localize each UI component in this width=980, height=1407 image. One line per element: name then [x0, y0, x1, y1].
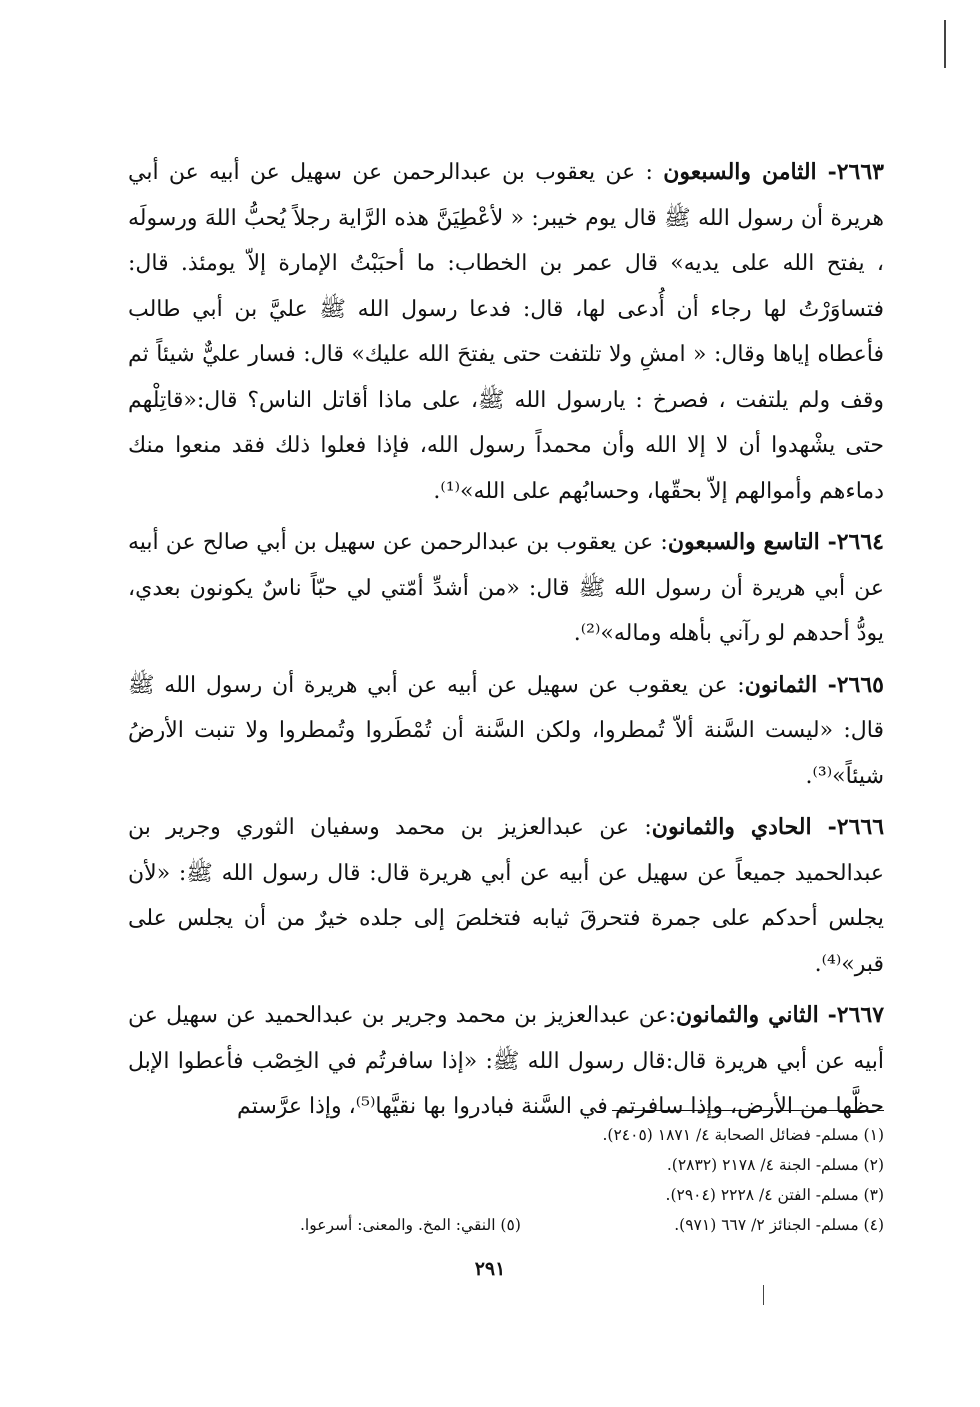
hadith-number: ٢٦٦٥	[836, 671, 884, 698]
footnote: (٢) مسلم- الجنة ٤/ ٢١٧٨ (٢٨٣٢).	[666, 1156, 884, 1174]
footnotes	[300, 1120, 884, 1240]
footnote: (١) مسلم- فضائل الصحابة ٤/ ١٨٧١ (٢٤٠٥).	[602, 1126, 884, 1144]
hadith-title: التاسع والسبعون	[667, 529, 820, 555]
hadith-title-sep: -	[816, 159, 837, 185]
hadith-text: : عن يعقوب بن عبدالرحمن عن سهيل بن أبي صالح عن أبيه عن أبي هريرة أن رسول الله ﷺ قال: «من أشدِّ أمّتي لي حبّاً ناسٌ يكونون بعدي، يودُّ أحدهم لو رآني بأهله وماله»⁽²⁾.	[128, 530, 884, 646]
hadith-title: الثامن والسبعون	[663, 159, 817, 185]
footnote: (٤) مسلم- الجنائز ٢/ ٦٦٧ (٩٧١).	[674, 1216, 884, 1234]
footnote: (٣) مسلم- الفتن ٤/ ٢٢٢٨ (٢٩٠٤).	[665, 1186, 884, 1204]
scan-mark	[944, 20, 946, 68]
footnote: (٥) النقي: المخ. والمعنى: أسرعوا.	[300, 1216, 521, 1234]
page-number: ٢٩١	[474, 1258, 506, 1280]
hadith-number: ٢٦٦٧	[836, 1002, 885, 1028]
hadith-title-sep: -	[811, 814, 837, 840]
hadith-text: : عن عبدالعزيز بن محمد وسفيان الثوري وجرير بن عبدالحميد جميعاً عن سهيل عن أبيه عن أبي هريرة قال: قال رسول الله ﷺ: «لأن يجلس أحدكم على جمرة فتحرقَ ثيابه فتخلصَ إلى جلده خيرٌ من أن يجلس على قبر»⁽⁴⁾.	[128, 815, 884, 977]
hadith-title-sep: -	[819, 529, 837, 555]
hadith-title-sep: -	[818, 1002, 837, 1028]
hadith-title-sep: -	[817, 671, 837, 698]
hadith-entry	[128, 663, 884, 800]
hadith-text: : عن يعقوب بن عبدالرحمن عن سهيل عن أبيه عن أبي هريرة أن رسول الله ﷺ قال يوم خيبر: « لأعْطِيَنَّ هذه الرَّاية رجلاً يُحبُّ اللهَ ورسولَه ، يفتح الله على يديه» قال عمر بن الخطاب: ما أحبَبْتُ الإمارة إلاّ يومئذ. قال: فتساوَرْتُ لها رجاء أن أُدعى لها، قال: فدعا رسول الله ﷺ عليَّ بن أبي طالب فأعطاه إياها وقال: « امشِ ولا تلتفت حتى يفتحَ الله عليك» قال: فسار عليٌّ شيئاً ثم وقف ولم يلتفت ، فصرخ : يارسول الله ﷺ، على ماذا أقاتل الناس؟ قال:«قاتِلْهم حتى يشْهدوا أن لا إلا الله وأن محمداً رسول الله، فإذا فعلوا ذلك فقد منعوا منك دماءهم وأموالهم إلاّ بحقّها، وحسابُهم على الله»⁽¹⁾.	[128, 160, 884, 504]
scan-mark	[763, 1285, 764, 1305]
hadith-number: ٢٦٦٤	[836, 529, 884, 555]
main-text	[128, 150, 884, 1136]
hadith-text: : عن يعقوب عن سهيل عن أبيه عن أبي هريرة أن رسول الله ﷺ قال: «ليست السَّنة ألاّ تُمطروا، ولكن السَّنة أن تُمْطَروا وتُمطروا ولا تنبت الأرضُ شيئاً»⁽³⁾.	[128, 672, 884, 789]
hadith-entry	[128, 805, 884, 987]
footnote-row	[300, 1210, 884, 1240]
hadith-entry	[128, 520, 884, 657]
hadith-entry	[128, 150, 884, 514]
hadith-title: الثمانون	[744, 671, 818, 698]
hadith-title: الحادي والثمانون	[651, 814, 812, 840]
footnote-divider	[612, 1110, 884, 1111]
hadith-title: الثاني والثمانون	[676, 1002, 819, 1028]
hadith-number: ٢٦٦٣	[836, 159, 884, 185]
hadith-text: :عن عبدالعزيز بن محمد وجرير بن عبدالحميد عن سهيل عن أبيه عن أبي هريرة قال:قال رسول الله ﷺ: «إذا سافرتُم في الخِصْب فأعطوا الإبل حظَّها من الأرض، وإذا سافرتم في السَّنة فبادروا بها نقيَّها⁽⁵⁾، وإذا عرَّستم	[128, 1003, 884, 1119]
hadith-number: ٢٦٦٦	[836, 814, 885, 840]
